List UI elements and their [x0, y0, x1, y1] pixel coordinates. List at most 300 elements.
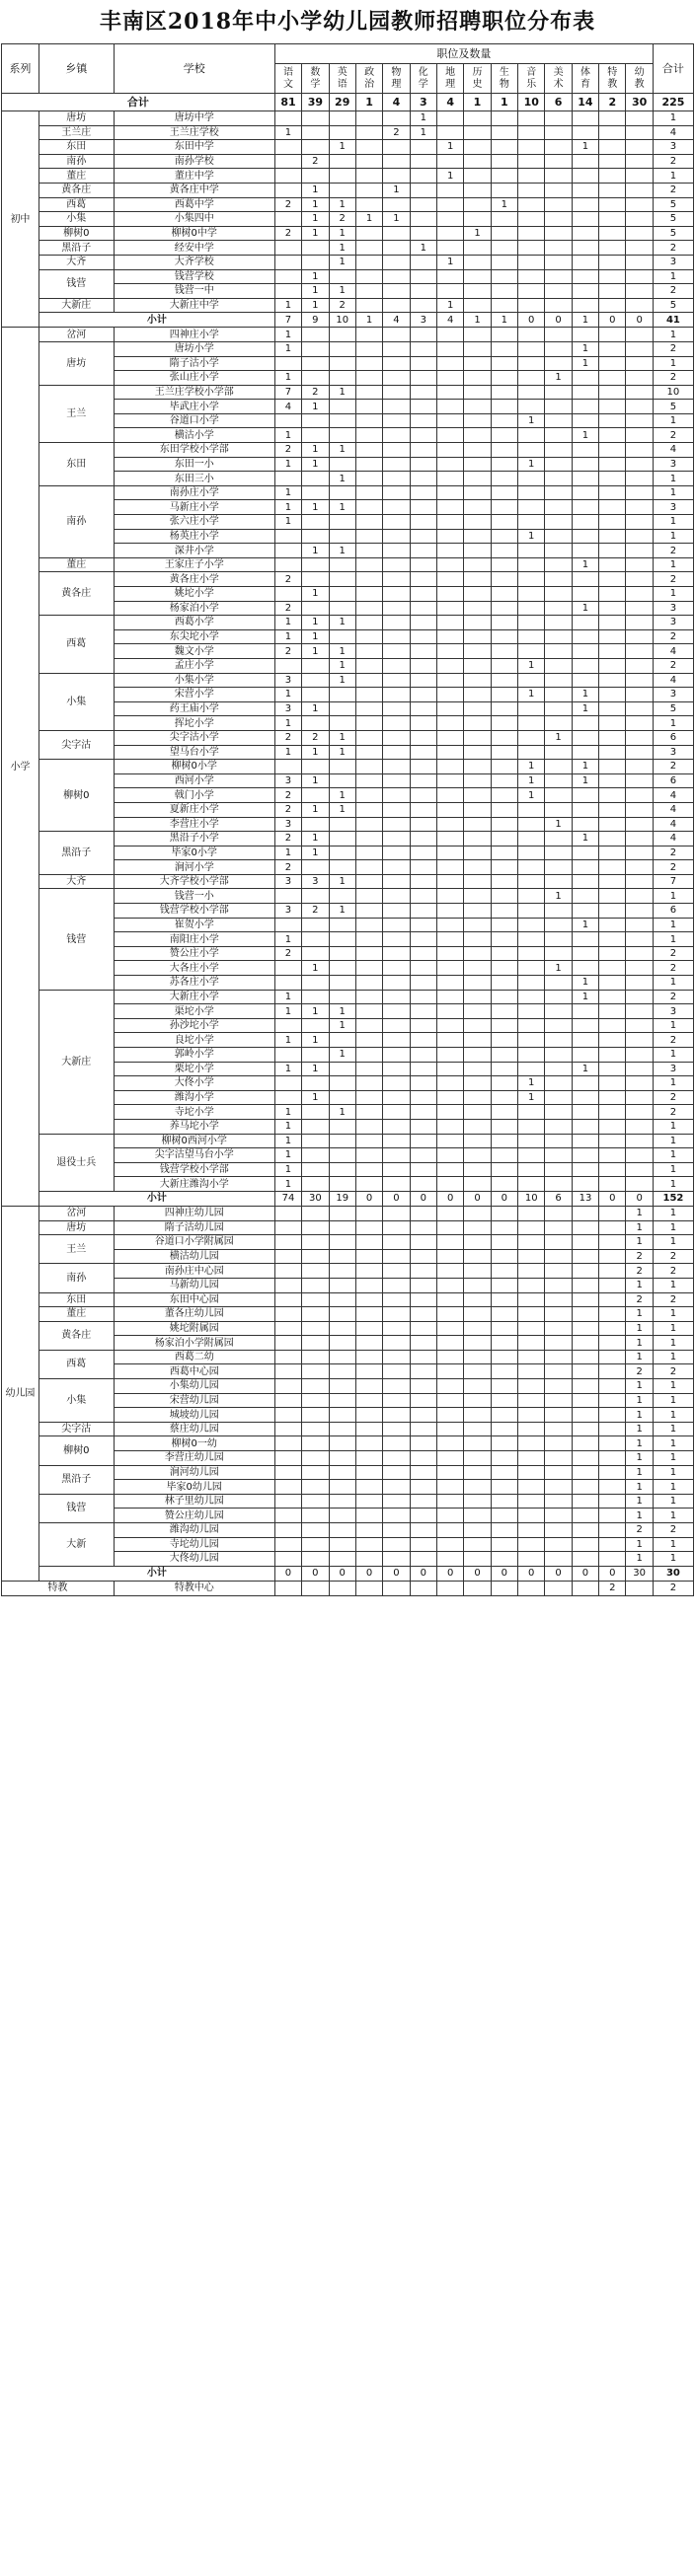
- value-cell: [464, 1206, 491, 1220]
- value-cell: [599, 154, 626, 169]
- value-cell: 1: [274, 1105, 301, 1120]
- value-cell: [518, 860, 545, 875]
- value-cell: [410, 658, 436, 673]
- value-cell: [410, 1162, 436, 1177]
- value-cell: [274, 658, 301, 673]
- value-cell: [274, 1307, 301, 1322]
- value-cell: [355, 817, 382, 832]
- value-cell: [383, 1062, 410, 1076]
- value-cell: [436, 1292, 463, 1307]
- row-total-cell: 2: [653, 241, 693, 256]
- value-cell: [626, 904, 653, 919]
- value-cell: [545, 328, 572, 342]
- value-cell: [355, 154, 382, 169]
- grand-total-row: [2, 94, 694, 111]
- value-cell: [383, 356, 410, 371]
- value-cell: [491, 1134, 517, 1148]
- value-cell: [410, 788, 436, 803]
- value-cell: [436, 1105, 463, 1120]
- value-cell: [545, 1436, 572, 1451]
- value-cell: 2: [302, 904, 329, 919]
- value-cell: [599, 197, 626, 212]
- value-cell: [464, 500, 491, 515]
- row-total-cell: 1: [653, 557, 693, 572]
- value-cell: 1: [545, 371, 572, 386]
- value-cell: [383, 443, 410, 458]
- value-cell: [274, 587, 301, 602]
- value-cell: [518, 1422, 545, 1436]
- value-cell: 1: [518, 760, 545, 774]
- value-cell: [464, 760, 491, 774]
- row-total-cell: 2: [653, 572, 693, 587]
- value-cell: [355, 990, 382, 1004]
- value-cell: [355, 428, 382, 443]
- school-cell: 钱营学校小学部: [114, 904, 274, 919]
- value-cell: [572, 673, 598, 688]
- value-cell: 1: [302, 226, 329, 241]
- value-cell: [599, 1062, 626, 1076]
- value-cell: [518, 1018, 545, 1033]
- row-total-cell: 7: [653, 874, 693, 889]
- value-cell: [518, 1480, 545, 1495]
- value-cell: [383, 773, 410, 788]
- value-cell: [383, 1408, 410, 1423]
- value-cell: 2: [302, 730, 329, 745]
- value-cell: [599, 226, 626, 241]
- value-cell: [383, 255, 410, 269]
- value-cell: [302, 1105, 329, 1120]
- value-cell: [329, 1090, 355, 1105]
- value-cell: [572, 1220, 598, 1235]
- school-cell: 钱营一小: [114, 889, 274, 904]
- value-cell: [302, 1307, 329, 1322]
- row-total-cell: 1: [653, 1048, 693, 1063]
- value-cell: 1: [302, 745, 329, 760]
- school-row: [2, 1307, 694, 1322]
- value-cell: [329, 1494, 355, 1509]
- value-cell: [383, 976, 410, 991]
- row-total-cell: 1: [653, 1465, 693, 1480]
- value-cell: [436, 1090, 463, 1105]
- value-cell: 1: [626, 1465, 653, 1480]
- value-cell: [436, 1321, 463, 1336]
- row-total-cell: 2: [653, 1292, 693, 1307]
- value-cell: [410, 284, 436, 299]
- value-cell: [491, 976, 517, 991]
- value-cell: [274, 1018, 301, 1033]
- value-cell: [599, 1278, 626, 1292]
- school-cell: 东田中心园: [114, 1292, 274, 1307]
- value-cell: 2: [302, 385, 329, 400]
- value-cell: [518, 255, 545, 269]
- value-cell: [329, 629, 355, 644]
- value-cell: [464, 1523, 491, 1538]
- value-cell: [491, 1350, 517, 1364]
- value-cell: [599, 1379, 626, 1394]
- subtotal-sum: 30: [653, 1566, 693, 1581]
- town-cell: 黄各庄: [39, 572, 114, 616]
- value-cell: [626, 760, 653, 774]
- value-cell: [410, 1264, 436, 1279]
- grand-total-value: 10: [518, 94, 545, 111]
- school-row: [2, 443, 694, 458]
- value-cell: [302, 817, 329, 832]
- school-row: [2, 328, 694, 342]
- value-cell: [355, 341, 382, 356]
- value-cell: [274, 918, 301, 932]
- school-cell: 杨家泊小学附属园: [114, 1336, 274, 1351]
- value-cell: [274, 183, 301, 197]
- value-cell: [599, 889, 626, 904]
- value-cell: [464, 328, 491, 342]
- value-cell: [491, 1321, 517, 1336]
- value-cell: [410, 730, 436, 745]
- value-cell: [464, 1292, 491, 1307]
- value-cell: [274, 1292, 301, 1307]
- value-cell: [545, 701, 572, 716]
- value-cell: [518, 572, 545, 587]
- value-cell: 1: [329, 226, 355, 241]
- value-cell: 1: [572, 140, 598, 155]
- value-cell: 1: [355, 212, 382, 227]
- value-cell: [302, 1523, 329, 1538]
- value-cell: [383, 673, 410, 688]
- value-cell: [572, 1292, 598, 1307]
- value-cell: [355, 1119, 382, 1134]
- school-cell: 唐坊中学: [114, 111, 274, 126]
- value-cell: [572, 413, 598, 428]
- row-total-cell: 1: [653, 1552, 693, 1567]
- value-cell: [491, 356, 517, 371]
- value-cell: [355, 1018, 382, 1033]
- value-cell: [302, 1048, 329, 1063]
- value-cell: [436, 874, 463, 889]
- value-cell: [491, 1220, 517, 1235]
- value-cell: [355, 1321, 382, 1336]
- value-cell: [383, 1393, 410, 1408]
- school-cell: 董各庄幼儿园: [114, 1307, 274, 1322]
- value-cell: [355, 904, 382, 919]
- value-cell: [599, 1264, 626, 1279]
- value-cell: [383, 1321, 410, 1336]
- school-cell: 钱营学校: [114, 269, 274, 284]
- value-cell: [383, 544, 410, 558]
- value-cell: [599, 241, 626, 256]
- school-cell: 马新庄小学: [114, 500, 274, 515]
- value-cell: [274, 760, 301, 774]
- row-total-cell: 1: [653, 269, 693, 284]
- value-cell: [464, 1307, 491, 1322]
- value-cell: [545, 169, 572, 184]
- school-cell: 良坨小学: [114, 1033, 274, 1048]
- value-cell: 1: [302, 773, 329, 788]
- value-cell: 1: [274, 515, 301, 530]
- row-total-cell: 1: [653, 413, 693, 428]
- value-cell: [545, 1552, 572, 1567]
- value-cell: [491, 1148, 517, 1163]
- value-cell: [383, 1235, 410, 1250]
- value-cell: 1: [383, 183, 410, 197]
- school-cell: 渠坨小学: [114, 1004, 274, 1019]
- value-cell: 1: [302, 284, 329, 299]
- value-cell: [518, 832, 545, 846]
- value-cell: [518, 371, 545, 386]
- value-cell: 2: [626, 1292, 653, 1307]
- value-cell: [355, 1105, 382, 1120]
- value-cell: [572, 1206, 598, 1220]
- value-cell: 1: [274, 629, 301, 644]
- value-cell: [572, 529, 598, 544]
- value-cell: [436, 385, 463, 400]
- value-cell: [545, 529, 572, 544]
- value-cell: [436, 802, 463, 817]
- school-cell: 大各庄小学: [114, 961, 274, 976]
- value-cell: [329, 1393, 355, 1408]
- value-cell: [410, 601, 436, 616]
- value-cell: [545, 629, 572, 644]
- value-cell: [464, 529, 491, 544]
- value-cell: [383, 817, 410, 832]
- value-cell: [274, 1509, 301, 1523]
- value-cell: [436, 889, 463, 904]
- value-cell: [545, 284, 572, 299]
- value-cell: [518, 1148, 545, 1163]
- value-cell: [436, 832, 463, 846]
- value-cell: [383, 1465, 410, 1480]
- value-cell: [329, 356, 355, 371]
- value-cell: [599, 284, 626, 299]
- value-cell: [383, 760, 410, 774]
- value-cell: [518, 428, 545, 443]
- value-cell: [355, 284, 382, 299]
- value-cell: [491, 1105, 517, 1120]
- value-cell: [491, 1451, 517, 1466]
- value-cell: [436, 241, 463, 256]
- school-cell: 四神庄小学: [114, 328, 274, 342]
- value-cell: 1: [436, 298, 463, 313]
- value-cell: [274, 1552, 301, 1567]
- value-cell: [464, 658, 491, 673]
- value-cell: [410, 817, 436, 832]
- town-cell: 大新: [39, 1523, 114, 1567]
- school-cell: 大佟小学: [114, 1076, 274, 1091]
- school-cell: 寺坨幼儿园: [114, 1537, 274, 1552]
- value-cell: [355, 544, 382, 558]
- value-cell: [329, 413, 355, 428]
- value-cell: [626, 730, 653, 745]
- value-cell: [599, 1364, 626, 1379]
- row-total-cell: 6: [653, 730, 693, 745]
- value-cell: 3: [274, 701, 301, 716]
- value-cell: [302, 1436, 329, 1451]
- value-cell: [626, 918, 653, 932]
- value-cell: [329, 961, 355, 976]
- town-cell: 黑沿子: [39, 832, 114, 875]
- school-cell: 黄各庄中学: [114, 183, 274, 197]
- subject-header: 特 教: [599, 64, 626, 94]
- row-total-cell: 10: [653, 385, 693, 400]
- value-cell: [464, 413, 491, 428]
- value-cell: [545, 932, 572, 947]
- row-total-cell: 5: [653, 298, 693, 313]
- value-cell: 1: [302, 802, 329, 817]
- value-cell: [599, 140, 626, 155]
- value-cell: [274, 140, 301, 155]
- value-cell: [626, 1581, 653, 1595]
- value-cell: [274, 1523, 301, 1538]
- value-cell: [355, 1465, 382, 1480]
- school-cell: 钱营学校小学部: [114, 1162, 274, 1177]
- value-cell: [274, 961, 301, 976]
- row-total-cell: 2: [653, 961, 693, 976]
- value-cell: [518, 1494, 545, 1509]
- value-cell: [355, 111, 382, 126]
- value-cell: [599, 1422, 626, 1436]
- value-cell: 1: [274, 1062, 301, 1076]
- subtotal-value: 3: [410, 313, 436, 328]
- value-cell: [410, 860, 436, 875]
- value-cell: 1: [572, 990, 598, 1004]
- value-cell: [436, 529, 463, 544]
- school-row: [2, 269, 694, 284]
- value-cell: [302, 1206, 329, 1220]
- value-cell: [436, 860, 463, 875]
- value-cell: [626, 1018, 653, 1033]
- value-cell: [599, 500, 626, 515]
- value-cell: [464, 629, 491, 644]
- value-cell: 1: [302, 846, 329, 860]
- value-cell: [572, 1235, 598, 1250]
- value-cell: [410, 572, 436, 587]
- value-cell: 1: [302, 616, 329, 630]
- row-total-cell: 4: [653, 817, 693, 832]
- value-cell: [383, 1422, 410, 1436]
- value-cell: 1: [329, 616, 355, 630]
- value-cell: [302, 472, 329, 486]
- value-cell: [545, 1393, 572, 1408]
- value-cell: [383, 1048, 410, 1063]
- school-row: [2, 485, 694, 500]
- value-cell: [436, 1206, 463, 1220]
- value-cell: [545, 400, 572, 414]
- school-cell: 南孙学校: [114, 154, 274, 169]
- value-cell: [383, 371, 410, 386]
- value-cell: [545, 385, 572, 400]
- value-cell: [518, 1033, 545, 1048]
- value-cell: [274, 111, 301, 126]
- value-cell: 2: [274, 601, 301, 616]
- value-cell: [572, 1480, 598, 1495]
- subject-header: 化 学: [410, 64, 436, 94]
- value-cell: 1: [274, 457, 301, 472]
- subject-header: 地 理: [436, 64, 463, 94]
- row-total-cell: 1: [653, 1278, 693, 1292]
- value-cell: [545, 472, 572, 486]
- value-cell: [355, 269, 382, 284]
- value-cell: [572, 1436, 598, 1451]
- value-cell: [436, 1033, 463, 1048]
- subtotal-value: 0: [436, 1566, 463, 1581]
- value-cell: [491, 832, 517, 846]
- value-cell: 1: [329, 1048, 355, 1063]
- value-cell: [355, 673, 382, 688]
- value-cell: [329, 1451, 355, 1466]
- value-cell: [302, 1364, 329, 1379]
- value-cell: [410, 629, 436, 644]
- subtotal-value: 4: [436, 313, 463, 328]
- value-cell: [491, 802, 517, 817]
- value-cell: [410, 832, 436, 846]
- value-cell: [545, 1278, 572, 1292]
- value-cell: 2: [274, 860, 301, 875]
- value-cell: [329, 716, 355, 731]
- value-cell: [626, 1105, 653, 1120]
- value-cell: [302, 976, 329, 991]
- value-cell: [464, 616, 491, 630]
- value-cell: [436, 932, 463, 947]
- value-cell: [545, 1292, 572, 1307]
- value-cell: [464, 1134, 491, 1148]
- value-cell: 1: [436, 255, 463, 269]
- school-cell: 孟庄小学: [114, 658, 274, 673]
- value-cell: [383, 1436, 410, 1451]
- school-row: [2, 154, 694, 169]
- value-cell: 1: [274, 1033, 301, 1048]
- value-cell: [464, 904, 491, 919]
- value-cell: 1: [274, 428, 301, 443]
- subtotal-value: 0: [464, 1566, 491, 1581]
- value-cell: [464, 284, 491, 299]
- school-cell: 大新庄中学: [114, 298, 274, 313]
- value-cell: [410, 1307, 436, 1322]
- value-cell: [383, 1076, 410, 1091]
- value-cell: [572, 1408, 598, 1423]
- value-cell: [464, 485, 491, 500]
- value-cell: [545, 1148, 572, 1163]
- value-cell: [410, 673, 436, 688]
- value-cell: [274, 212, 301, 227]
- school-row: [2, 673, 694, 688]
- town-cell: 南孙: [39, 485, 114, 557]
- value-cell: [599, 515, 626, 530]
- value-cell: [599, 1509, 626, 1523]
- school-row: [2, 832, 694, 846]
- value-cell: [626, 140, 653, 155]
- value-cell: [329, 1509, 355, 1523]
- value-cell: [599, 472, 626, 486]
- value-cell: [491, 529, 517, 544]
- value-cell: [329, 1321, 355, 1336]
- value-cell: [464, 125, 491, 140]
- value-cell: [274, 255, 301, 269]
- total-header: 合计: [653, 44, 693, 94]
- school-row: [2, 298, 694, 313]
- school-cell: 南孙庄中心园: [114, 1264, 274, 1279]
- subject-header: 物 理: [383, 64, 410, 94]
- school-row: [2, 1350, 694, 1364]
- value-cell: [274, 356, 301, 371]
- value-cell: [410, 1364, 436, 1379]
- value-cell: [572, 515, 598, 530]
- value-cell: [302, 1422, 329, 1436]
- value-cell: [599, 773, 626, 788]
- value-cell: [572, 788, 598, 803]
- value-cell: [599, 1292, 626, 1307]
- value-cell: [410, 688, 436, 702]
- value-cell: [545, 154, 572, 169]
- value-cell: [302, 1480, 329, 1495]
- value-cell: [518, 1134, 545, 1148]
